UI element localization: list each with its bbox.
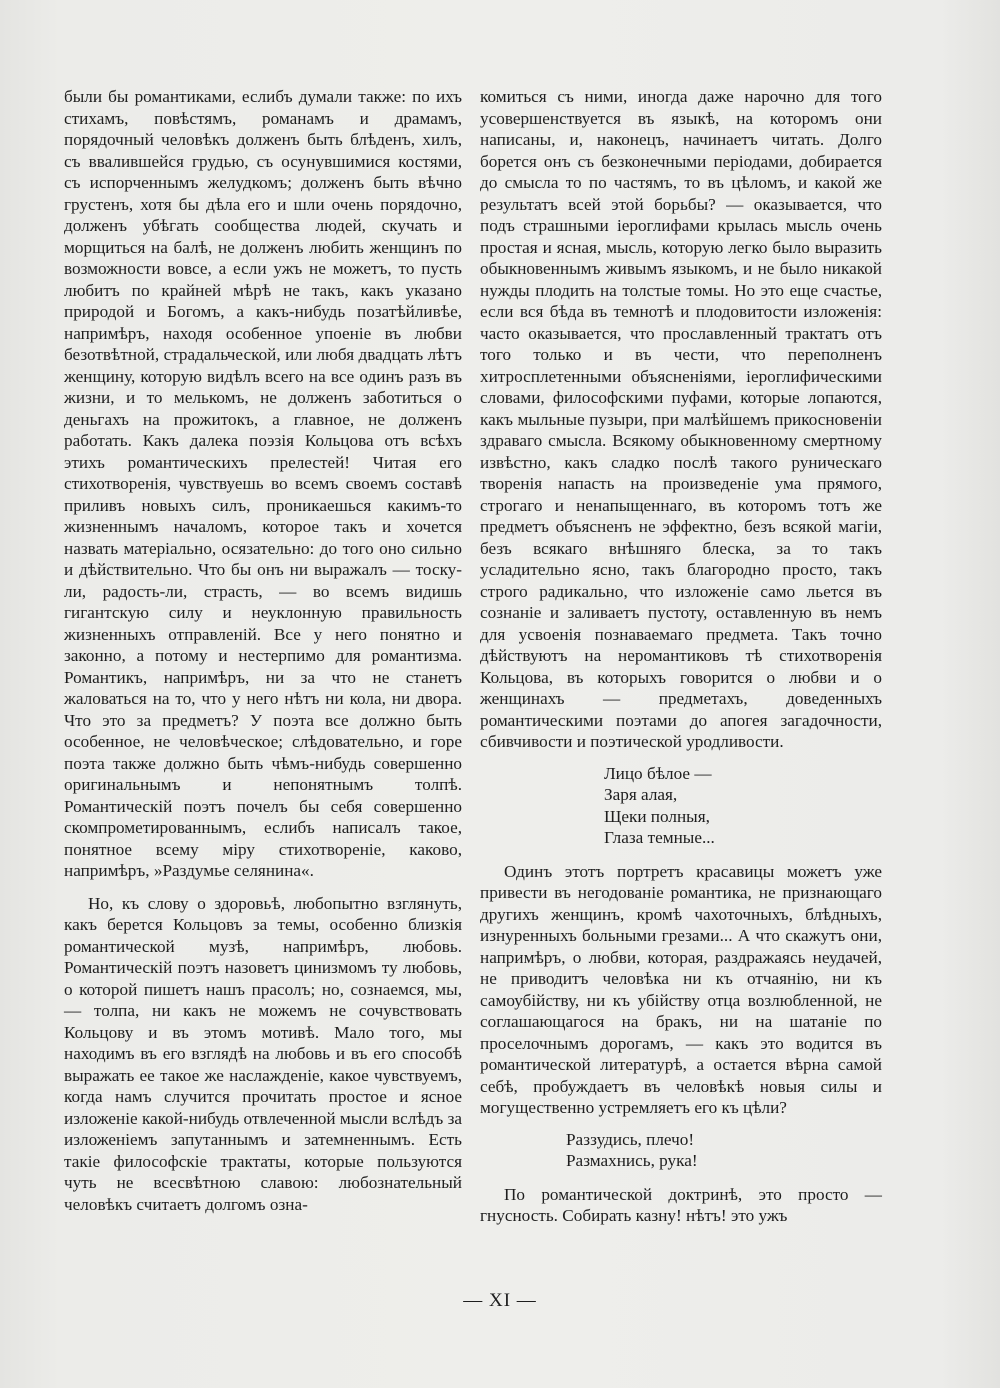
verse-line: Щеки полныя, — [604, 806, 710, 826]
verse-line: Заря алая, — [604, 785, 678, 804]
verse-quote — [480, 1129, 882, 1172]
page-number: — XI — — [463, 1290, 537, 1311]
verse-line: Раззудись, плечо! — [566, 1129, 695, 1149]
left-column — [64, 86, 462, 1215]
paragraph: По романтической доктринѣ, это просто — гнусность. Собирать казну! нѣтъ! это ужъ — [480, 1184, 882, 1225]
paragraph: Одинъ этотъ портретъ красавицы можетъ уже привести въ негодованіе романтика, не признающаго другихъ женщинъ, кромѣ чахоточныхъ, блѣдныхъ, изнуренныхъ больными грезами... А что скажутъ они, напримѣръ, о любви, которая, раздражаясь неудачей, не приводитъ человѣка ни къ отчаянію, ни къ самоубійству, ни къ убійству отца возлюбленной, не соглашающагося на бракъ, ни на шатаніе по проселочнымъ дорогамъ, — какъ это водится въ романтической литературѣ, а остается вѣрна самой себѣ, пробуждаетъ въ человѣкѣ новыя силы и могущественно устремляетъ его къ цѣли? — [480, 861, 882, 1117]
right-column — [480, 86, 882, 1227]
verse-line: Лицо бѣлое — — [604, 763, 712, 783]
paragraph: Но, къ слову о здоровьѣ, любопытно взглянуть, какъ берется Кольцовъ за темы, особенно близкія романтической музѣ, напримѣръ, любовь. Романтическій поэтъ назоветъ цинизмомъ ту любовь, о которой пишетъ нашъ прасолъ; но, сознаемся, мы, — толпа, ни какъ не можемъ не сочувствовать Кольцову и въ этомъ мотивѣ. Мало того, мы находимъ въ его взглядѣ на любовь и въ его способѣ выражать ее такое же наслажденіе, какое чувствуемъ, когда намъ случится прочитать простое и ясное изложеніе какой-нибудь отвлеченной мысли вслѣдъ за изложеніемъ запутаннымъ и затемненнымъ. Есть такіе философскіе трактаты, которые пользуются чуть не всесвѣтною славою: любознательный человѣкъ считаетъ долгомъ озна- — [64, 893, 462, 1214]
verse-line: Размахнись, рука! — [566, 1151, 698, 1170]
paragraph: комиться съ ними, иногда даже нарочно для того усовершенствуется въ языкѣ, на которомъ они написаны, и, наконецъ, начинаетъ читать. Долго борется онъ съ безконечными періодами, добирается до смысла то по частямъ, то въ цѣломъ, и какой же результатъ всей этой борьбы? — оказывается, что подъ страшными іероглифами крылась мысль очень простая и ясная, мысль, которую легко было выразить обыкновеннымъ живымъ языкомъ, и не было никакой нужды плодить на толстые томы. Но это еще счастье, если вся бѣда въ темнотѣ и плодовитости изложенія: часто оказывается, что прославленный трактатъ отъ того только и въ чести, что переполненъ хитросплетенными объясненіями, іероглифическими словами, философскими пуфами, которые лопаются, какъ мыльные пузыри, при малѣйшемъ прикосновеніи здраваго смысла. Всякому обыкновенному смертному извѣстно, какъ сладко послѣ такого руническаго творенія напасть на произведеніе ума прямого, строгаго и ненапыщеннаго, въ которомъ тотъ же предметъ объясненъ не эффектно, безъ всякой магіи, безъ всякаго внѣшняго блеска, за то такъ усладительно ясно, такъ благородно просто, такъ строго радикально, что изложеніе само льется въ сознаніе и заливаетъ пустоту, оставленную въ немъ для усвоенія познаваемаго предмета. Такъ точно дѣйствуютъ на неромантиковъ тѣ стихотворенія Кольцова, въ которыхъ говорится о любви и о женщинахъ — предметахъ, доведенныхъ романтическими поэтами до апогея загадочности, сбивчивости и поэтической уродливости. — [480, 87, 882, 751]
verse-quote — [480, 763, 882, 849]
verse-line: Глаза темные... — [604, 828, 715, 847]
paragraph: были бы романтиками, еслибъ думали также: по ихъ стихамъ, повѣстямъ, романамъ и драмамъ, порядочный человѣкъ долженъ быть блѣденъ, хилъ, съ ввалившейся грудью, съ осунувшимися костями, съ испорченнымъ желудкомъ; долженъ быть вѣчно грустенъ, хотя бы дѣла его и шли очень порядочно, долженъ убѣгать сообщества людей, скучать и морщиться на балѣ, не долженъ любить женщинъ по возможности вовсе, а если ужъ не можетъ, то пусть любитъ по крайней мѣрѣ не такъ, какъ указано природой и Богомъ, а какъ-нибудь позатѣйливѣе, напримѣръ, находя особенное упоеніе въ любви безотвѣтной, страдальческой, или любя двадцать лѣтъ женщину, которую видѣлъ всего на все одинъ разъ въ жизни, и то мелькомъ, не долженъ заботиться о деньгахъ на прожитокъ, а главное, не долженъ работать. Какъ далека поэзія Кольцова отъ всѣхъ этихъ романтическихъ прелестей! Читая его стихотворенія, чувствуешь во всемъ своемъ составѣ приливъ новыхъ силъ, проникаешься какимъ-то жизненнымъ началомъ, которое такъ и хочется назвать матеріально, осязательно: до того оно сильно и дѣйствительно. Что бы онъ ни выражалъ — тоску-ли, радость-ли, страсть, — во всемъ видишь гигантскую силу и неуклонную правильность жизненныхъ отправленій. Все у него понятно и законно, а потому и нестерпимо для романтизма. Романтикъ, напримѣръ, ни за что не станетъ жаловаться на то, что у него нѣтъ ни кола, ни двора. Что это за предметъ? У поэта все должно быть особенное, не человѣческое; слѣдовательно, и горе поэта также должно быть чѣмъ-нибудь совершенно оригинальнымъ и непонятнымъ толпѣ. Романтическій поэтъ почелъ бы себя совершенно скомпрометированнымъ, еслибъ написалъ такое, понятное всему міру стихотвореніе, каково, напримѣръ, »Раздумье селянина«. — [64, 87, 462, 880]
